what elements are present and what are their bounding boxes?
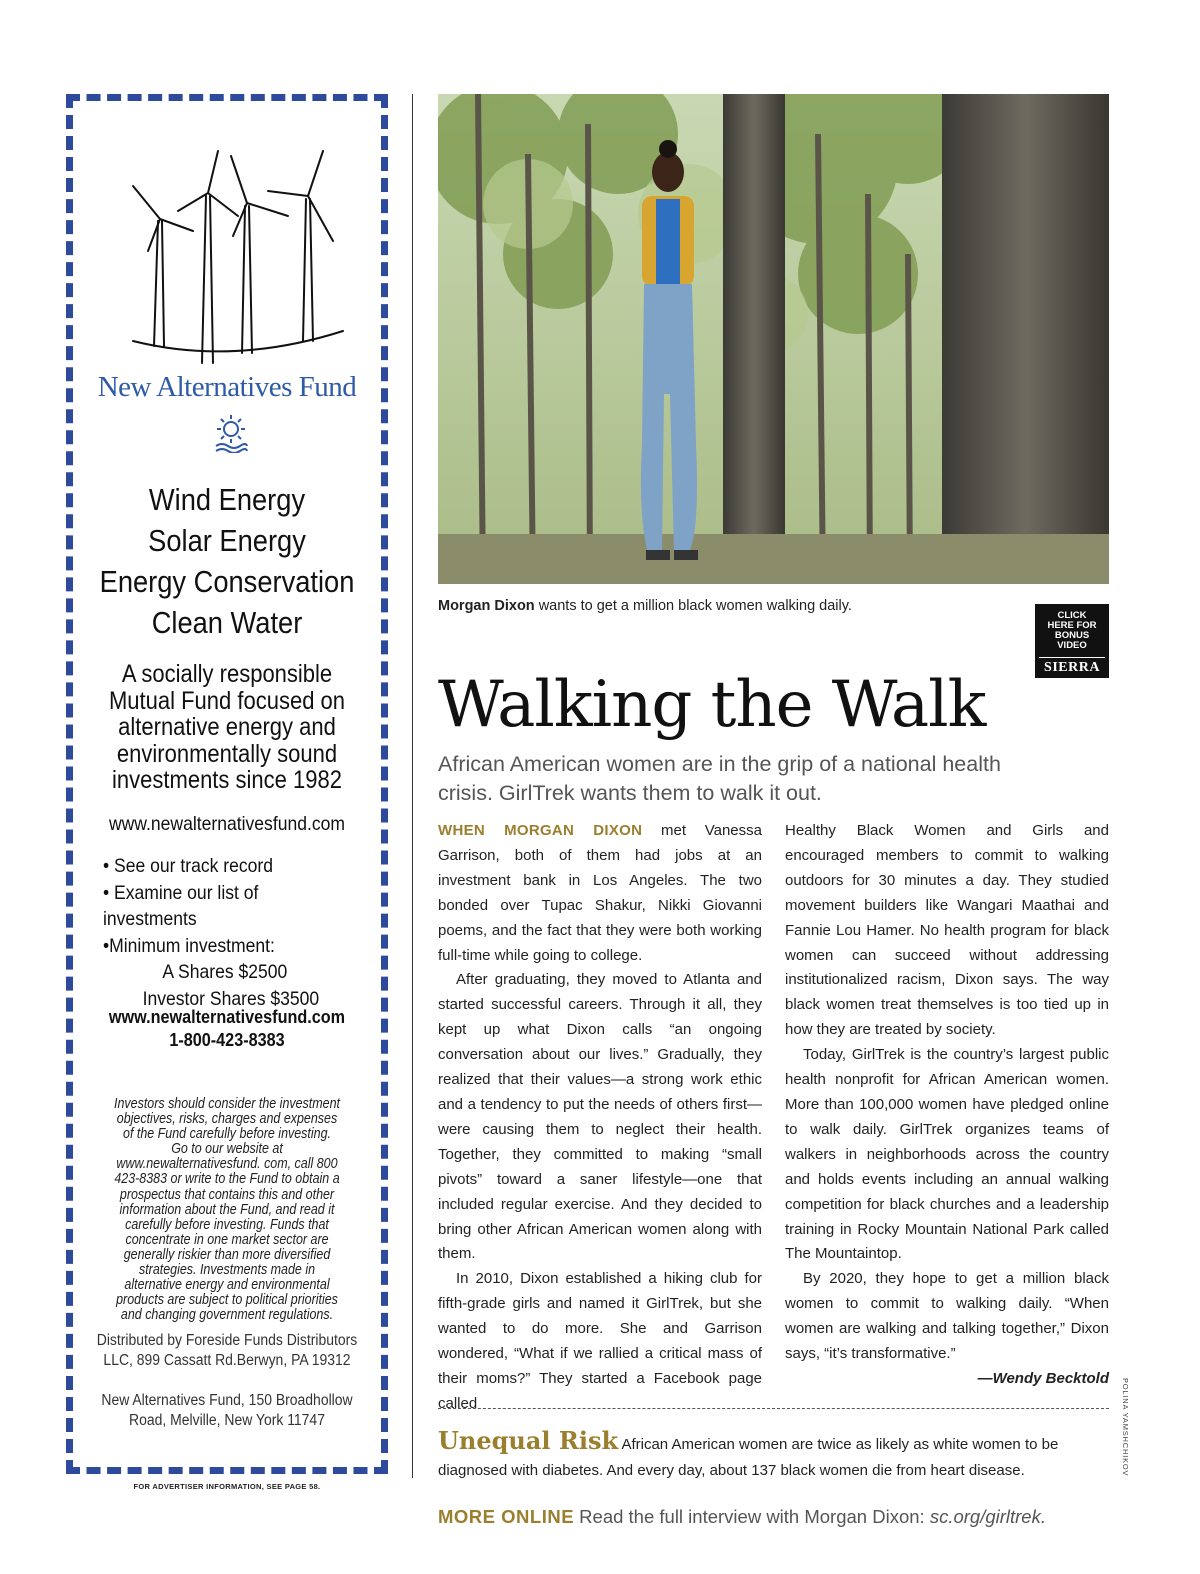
ad-tagline: A socially responsible Mutual Fund focused on alternative energy and environmentally sound investments since 1982 [108,660,346,794]
paragraph: Today, GirlTrek is the country’s largest public health nonprofit for African American women. More than 100,000 women have pledged online to walk daily. GirlTrek organizes teams of walkers in neighborhoods across the country and holds events including an annual walking competition for black churches and a leadership training in Rocky Mountain National Park called The Mountaintop. [785,1046,1109,1263]
dashed-separator [438,1408,1109,1409]
byline: —Wendy Becktold [977,1369,1109,1387]
bonus-video-button[interactable]: CLICK HERE FOR BONUS VIDEO SIERRA [1035,604,1109,678]
ad-headline: Wind Energy Solar Energy Energy Conservation Clean Water [99,482,355,640]
lead-in: WHEN MORGAN DIXON [438,822,643,839]
paragraph: In 2010, Dixon established a hiking club for fifth-grade girls and named it GirlTrek, but she wanted to do more. She and Garrison wondered, “What if we rallied a critical mass of their moms?” They started a Facebook page called [438,1270,762,1412]
sidebar-fact: Unequal Risk African American women are twice as likely as white women to be diagnosed with diabetes. And every day, about 137 black women die from heart disease. [438,1426,1059,1479]
paragraph: After graduating, they moved to Atlanta and started successful careers. Through it all, they kept up what Dixon calls “an ongoing conversation about our lives.” Gradually, they realized that their values—a strong work ethic and a tendency to put the needs of others first—were causing them to neglect their health. Together, they committed to making “small pivots” toward a saner lifestyle—one that included regular exercise. And they decided to bring other African American women along with them. [438,971,762,1263]
ad-contact-website-link[interactable]: www.newalternativesfund.com [108,1007,346,1027]
ad-website-link[interactable]: www.newalternativesfund.com [108,813,346,835]
sierra-logo: SIERRA [1039,657,1105,676]
ad-bullets: • See our track record • Examine our list of investments •Minimum investment: A Shares $2500 Investor Shares $3500 [103,855,320,1010]
article-photo [438,94,1109,584]
paragraph: Healthy Black Women and Girls and encouraged members to commit to walking outdoors for 30 minutes a day. They studied movement builders like Wangari Maathai and Fannie Lou Hamer. No health program for black women can succeed without addressing institutionalized racism, Dixon says. The way black women treat themselves is too tied up in how they are treated by society. [785,822,1109,1039]
paragraph: By 2020, they hope to get a million black women to commit to walking daily. “When women are walking and talking together,” Dixon says, “it’s transformative.” [785,1270,1109,1363]
article-dek: African American women are in the grip of a national health crisis. GirlTrek wants them to walk it out. [438,752,1001,805]
ad-distributor: Distributed by Foreside Funds Distributors LLC, 899 Cassatt Rd.Berwyn, PA 19312 [96,1332,358,1369]
ad-contact [88,1006,365,1052]
photo-credit: POLINA YAMSHCHIKOV [1121,1378,1130,1477]
ad-address: New Alternatives Fund, 150 Broadhollow Road, Melville, New York 11747 [101,1392,353,1429]
advertisement [66,94,388,1474]
paragraph: WHEN MORGAN DIXON met Vanessa Garrison, both of them had jobs at an investment bank in Los Angeles. The two bonded over Tupac Shakur, Nikki Giovanni poems, and the fact that they were both working full-time while going to college. [438,822,762,964]
more-online: MORE ONLINE Read the full interview with Morgan Dixon: sc.org/girltrek. [438,1506,1046,1527]
article-column-2 [785,819,1109,1392]
sidebar-title: Unequal Risk [438,1426,619,1455]
ad-disclaimer: Investors should consider the investment objectives, risks, charges and expenses of the Fund carefully before investing. Go to our website at www.newalternativesfund. com, call 800 423-8383 or write to the Fund to obtain a prospectus that contains this and other information about the Fund, and read it carefully before investing. Funds that concentrate in one market sector are generally riskier than more diversified strategies. Investments made in alternative energy and environmental products are subject to political priorities and changing government regulations. [114,1096,340,1324]
wind-turbines-icon [123,141,353,371]
fund-name: New Alternatives Fund [97,371,357,403]
photo-caption: Morgan Dixon wants to get a million black women walking daily. [438,598,852,614]
forest-photo-illustration [438,94,1109,584]
ad-phone: 1-800-423-8383 [169,1030,285,1050]
article-column-1 [438,819,762,1417]
sun-wave-icon [213,413,249,453]
advertiser-info: FOR ADVERTISER INFORMATION, SEE PAGE 58. [133,1482,321,1491]
girltrek-link[interactable]: sc.org/girltrek. [929,1506,1046,1527]
article-title: Walking the Walk [438,668,986,742]
column-divider [412,94,413,1478]
